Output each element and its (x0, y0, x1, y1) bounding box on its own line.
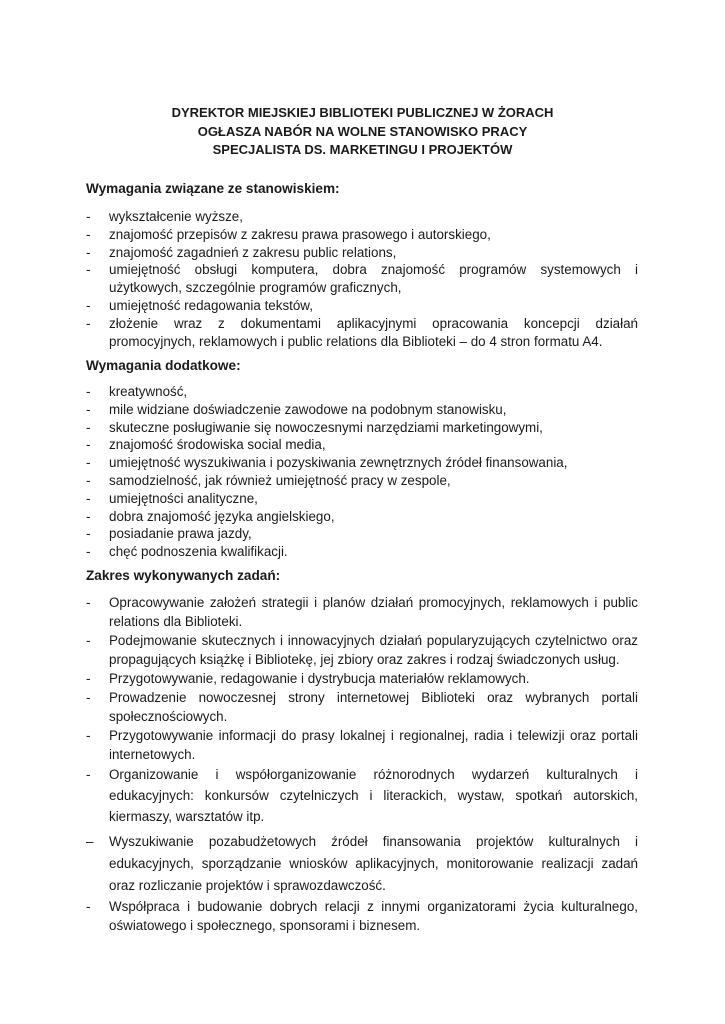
list-item: - mile widziane doświadczenie zawodowe na podobnym stanowisku, (86, 401, 507, 417)
list-item: - znajomość środowiska social media, (86, 437, 326, 453)
list-item: - Prowadzenie nowoczesnej strony internetowej Biblioteki oraz wybranych portali społecznościowych. (86, 690, 638, 724)
list-item: - wykształcenie wyższe, (86, 209, 243, 224)
additional-heading: Wymagania dodatkowe: (86, 358, 241, 373)
list-item: - złożenie wraz z dokumentami aplikacyjnymi opracowania koncepcji działań promocyjnych, reklamowych i public relations dla Biblioteki – do 4 stron formatu A4. (86, 315, 638, 349)
list-item: - samodzielność, jak również umiejętność pracy w zespole, (86, 472, 451, 488)
list-item: - Przygotowywanie, redagowanie i dystrybucja materiałów reklamowych. (86, 671, 530, 686)
list-item: - umiejętność wyszukiwania i pozyskiwania zewnętrznych źródeł finansowania, (86, 455, 568, 471)
tasks-heading: Zakres wykonywanych zadań: (86, 568, 281, 583)
list-item: - Współpraca i budowanie dobrych relacji z innymi organizatorami życia kulturalnego, oświatowego i społecznego, sponsorami i biznesem. (86, 899, 638, 933)
requirements-heading: Wymagania związane ze stanowiskiem: (86, 181, 340, 196)
list-item: - umiejętności analityczne, (86, 490, 258, 506)
list-item: - posiadanie prawa jazdy, (86, 526, 252, 542)
list-item: - znajomość zagadnień z zakresu public relations, (86, 244, 397, 260)
document-title (0, 104, 725, 160)
tasks-list (86, 593, 638, 935)
list-item: - kreatywność, (86, 384, 188, 399)
title-line-2: OGŁASZA NABÓR NA WOLNE STANOWISKO PRACY (197, 123, 528, 139)
list-item: - umiejętność redagowania tekstów, (86, 297, 313, 313)
list-item: - chęć podnoszenia kwalifikacji. (86, 544, 288, 560)
list-item: - umiejętność obsługi komputera, dobra znajomość programów systemowych i użytkowych, szczególnie programów graficznych, (86, 262, 638, 296)
title-line-3: SPECJALISTA DS. MARKETINGU I PROJEKTÓW (212, 142, 513, 157)
list-item: - dobra znajomość języka angielskiego, (86, 508, 335, 524)
additional-list (86, 383, 638, 561)
list-item: - skuteczne posługiwanie się nowoczesnymi narzędziami marketingowymi, (86, 419, 543, 435)
list-item: – Wyszukiwanie pozabudżetowych źródeł finansowania projektów kulturalnych i edukacyjnych, sporządzanie wniosków aplikacyjnych, monitorowanie realizacji zadań oraz rozliczanie projektów i sprawozdawczość. (86, 834, 638, 893)
title-line-1: DYREKTOR MIEJSKIEJ BIBLIOTEKI PUBLICZNEJ W ŻORACH (171, 105, 554, 120)
list-item: - Opracowywanie założeń strategii i planów działań promocyjnych, reklamowych i public relations dla Biblioteki. (86, 595, 638, 629)
list-item: - znajomość przepisów z zakresu prawa prasowego i autorskiego, (86, 226, 491, 242)
list-item: - Organizowanie i współorganizowanie różnorodnych wydarzeń kulturalnych i edukacyjnych: konkursów czytelniczych i literackich, wystaw, spotkań autorskich, kiermaszy, warsztatów itp. (86, 767, 638, 824)
requirements-list (86, 208, 638, 350)
list-item: - Podejmowanie skutecznych i innowacyjnych działań popularyzujących czytelnictwo oraz propagujących książkę i Bibliotekę, jej zbiory oraz zakres i rodzaj świadczonych usług. (86, 633, 638, 667)
list-item: - Przygotowywanie informacji do prasy lokalnej i regionalnej, radia i telewizji oraz portali internetowych. (86, 728, 638, 762)
